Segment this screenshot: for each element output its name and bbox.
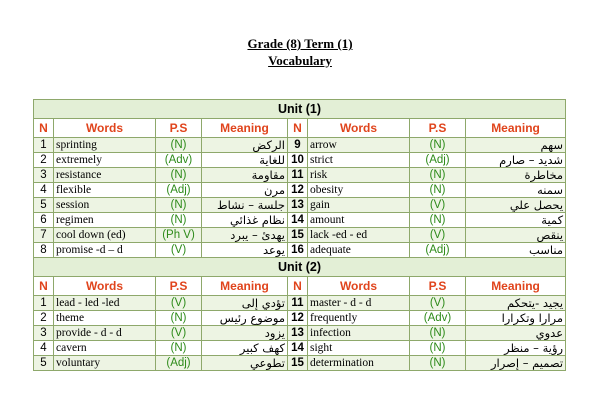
row-number: 8 bbox=[34, 243, 54, 258]
part-of-speech-cell: (N) bbox=[156, 213, 202, 228]
part-of-speech-cell: (V) bbox=[410, 228, 466, 243]
column-header: Meaning bbox=[466, 277, 566, 296]
meaning-cell: شديد – صارم bbox=[466, 153, 566, 168]
row-number: 1 bbox=[34, 296, 54, 311]
column-header: P.S bbox=[156, 277, 202, 296]
table-row bbox=[34, 341, 566, 356]
row-number: 6 bbox=[34, 213, 54, 228]
part-of-speech-cell: (N) bbox=[410, 138, 466, 153]
word-cell: obesity bbox=[308, 183, 410, 198]
word-cell: flexible bbox=[54, 183, 156, 198]
document-subtitle: Vocabulary bbox=[268, 53, 332, 68]
table-row bbox=[34, 168, 566, 183]
part-of-speech-cell: (Ph V) bbox=[156, 228, 202, 243]
row-number: 3 bbox=[34, 168, 54, 183]
meaning-cell: مرارا وتكرارا bbox=[466, 311, 566, 326]
meaning-cell: كهف كبير bbox=[202, 341, 288, 356]
row-number: 14 bbox=[288, 341, 308, 356]
row-number: 1 bbox=[34, 138, 54, 153]
word-cell: lack -ed - ed bbox=[308, 228, 410, 243]
part-of-speech-cell: (N) bbox=[156, 198, 202, 213]
meaning-cell: تؤدي إلى bbox=[202, 296, 288, 311]
part-of-speech-cell: (N) bbox=[410, 341, 466, 356]
word-cell: session bbox=[54, 198, 156, 213]
vocabulary-table bbox=[33, 99, 566, 371]
meaning-cell: يحصل علي bbox=[466, 198, 566, 213]
meaning-cell: يوعد bbox=[202, 243, 288, 258]
unit-title: Unit (1) bbox=[34, 100, 566, 119]
part-of-speech-cell: (Adj) bbox=[410, 243, 466, 258]
meaning-cell: عدوي bbox=[466, 326, 566, 341]
word-cell: sprinting bbox=[54, 138, 156, 153]
part-of-speech-cell: (V) bbox=[156, 243, 202, 258]
column-header: N bbox=[288, 277, 308, 296]
row-number: 4 bbox=[34, 183, 54, 198]
meaning-cell: مرن bbox=[202, 183, 288, 198]
column-header-row bbox=[34, 119, 566, 138]
meaning-cell: للغاية bbox=[202, 153, 288, 168]
meaning-cell: تصميم – إصرار bbox=[466, 356, 566, 371]
column-header: N bbox=[34, 277, 54, 296]
table-row bbox=[34, 153, 566, 168]
part-of-speech-cell: (N) bbox=[410, 183, 466, 198]
column-header: Words bbox=[308, 277, 410, 296]
row-number: 10 bbox=[288, 153, 308, 168]
row-number: 12 bbox=[288, 183, 308, 198]
column-header: P.S bbox=[410, 119, 466, 138]
word-cell: strict bbox=[308, 153, 410, 168]
row-number: 15 bbox=[288, 228, 308, 243]
part-of-speech-cell: (Adj) bbox=[156, 183, 202, 198]
row-number: 13 bbox=[288, 326, 308, 341]
meaning-cell: نظام غذائي bbox=[202, 213, 288, 228]
row-number: 5 bbox=[34, 198, 54, 213]
word-cell: amount bbox=[308, 213, 410, 228]
part-of-speech-cell: (N) bbox=[410, 356, 466, 371]
word-cell: arrow bbox=[308, 138, 410, 153]
word-cell: cool down (ed) bbox=[54, 228, 156, 243]
word-cell: master - d - d bbox=[308, 296, 410, 311]
word-cell: gain bbox=[308, 198, 410, 213]
part-of-speech-cell: (N) bbox=[156, 138, 202, 153]
table-row bbox=[34, 311, 566, 326]
column-header: Meaning bbox=[202, 277, 288, 296]
table-row bbox=[34, 198, 566, 213]
word-cell: risk bbox=[308, 168, 410, 183]
part-of-speech-cell: (Adj) bbox=[156, 356, 202, 371]
row-number: 13 bbox=[288, 198, 308, 213]
table-row bbox=[34, 138, 566, 153]
column-header: Meaning bbox=[466, 119, 566, 138]
meaning-cell: يجيد -يتحكم bbox=[466, 296, 566, 311]
column-header: Words bbox=[54, 119, 156, 138]
word-cell: frequently bbox=[308, 311, 410, 326]
part-of-speech-cell: (N) bbox=[156, 311, 202, 326]
row-number: 11 bbox=[288, 296, 308, 311]
meaning-cell: ينقص bbox=[466, 228, 566, 243]
row-number: 7 bbox=[34, 228, 54, 243]
meaning-cell: مناسب bbox=[466, 243, 566, 258]
part-of-speech-cell: (N) bbox=[410, 168, 466, 183]
meaning-cell: سمنه bbox=[466, 183, 566, 198]
row-number: 3 bbox=[34, 326, 54, 341]
meaning-cell: رؤية – منظر bbox=[466, 341, 566, 356]
table-row bbox=[34, 228, 566, 243]
part-of-speech-cell: (Adj) bbox=[410, 153, 466, 168]
table-row bbox=[34, 183, 566, 198]
meaning-cell: مخاطرة bbox=[466, 168, 566, 183]
meaning-cell: يهدئ – يبرد bbox=[202, 228, 288, 243]
word-cell: resistance bbox=[54, 168, 156, 183]
meaning-cell: يزود bbox=[202, 326, 288, 341]
word-cell: voluntary bbox=[54, 356, 156, 371]
document-title: Grade (8) Term (1) bbox=[247, 36, 353, 51]
unit-title-row bbox=[34, 258, 566, 277]
row-number: 2 bbox=[34, 311, 54, 326]
table-row bbox=[34, 356, 566, 371]
word-cell: sight bbox=[308, 341, 410, 356]
meaning-cell: تطوعي bbox=[202, 356, 288, 371]
meaning-cell: سهم bbox=[466, 138, 566, 153]
row-number: 14 bbox=[288, 213, 308, 228]
word-cell: lead - led -led bbox=[54, 296, 156, 311]
word-cell: provide - d - d bbox=[54, 326, 156, 341]
word-cell: determination bbox=[308, 356, 410, 371]
part-of-speech-cell: (N) bbox=[410, 213, 466, 228]
table-row bbox=[34, 296, 566, 311]
word-cell: regimen bbox=[54, 213, 156, 228]
part-of-speech-cell: (V) bbox=[156, 326, 202, 341]
column-header: N bbox=[288, 119, 308, 138]
part-of-speech-cell: (Adv) bbox=[410, 311, 466, 326]
unit-title-row bbox=[34, 100, 566, 119]
column-header: P.S bbox=[156, 119, 202, 138]
unit-title: Unit (2) bbox=[34, 258, 566, 277]
part-of-speech-cell: (V) bbox=[156, 296, 202, 311]
word-cell: promise -d – d bbox=[54, 243, 156, 258]
row-number: 16 bbox=[288, 243, 308, 258]
part-of-speech-cell: (Adv) bbox=[156, 153, 202, 168]
meaning-cell: كمية bbox=[466, 213, 566, 228]
row-number: 5 bbox=[34, 356, 54, 371]
part-of-speech-cell: (N) bbox=[156, 341, 202, 356]
column-header: Words bbox=[308, 119, 410, 138]
part-of-speech-cell: (N) bbox=[410, 326, 466, 341]
word-cell: adequate bbox=[308, 243, 410, 258]
column-header: Words bbox=[54, 277, 156, 296]
word-cell: extremely bbox=[54, 153, 156, 168]
column-header: Meaning bbox=[202, 119, 288, 138]
meaning-cell: موضوع رئيس bbox=[202, 311, 288, 326]
word-cell: theme bbox=[54, 311, 156, 326]
part-of-speech-cell: (V) bbox=[410, 198, 466, 213]
meaning-cell: الركض bbox=[202, 138, 288, 153]
column-header: P.S bbox=[410, 277, 466, 296]
word-cell: infection bbox=[308, 326, 410, 341]
table-row bbox=[34, 213, 566, 228]
meaning-cell: مقاومة bbox=[202, 168, 288, 183]
meaning-cell: جلسة – نشاط bbox=[202, 198, 288, 213]
row-number: 4 bbox=[34, 341, 54, 356]
part-of-speech-cell: (V) bbox=[410, 296, 466, 311]
column-header: N bbox=[34, 119, 54, 138]
table-row bbox=[34, 326, 566, 341]
row-number: 15 bbox=[288, 356, 308, 371]
row-number: 12 bbox=[288, 311, 308, 326]
row-number: 11 bbox=[288, 168, 308, 183]
row-number: 9 bbox=[288, 138, 308, 153]
column-header-row bbox=[34, 277, 566, 296]
part-of-speech-cell: (N) bbox=[156, 168, 202, 183]
word-cell: cavern bbox=[54, 341, 156, 356]
table-row bbox=[34, 243, 566, 258]
row-number: 2 bbox=[34, 153, 54, 168]
